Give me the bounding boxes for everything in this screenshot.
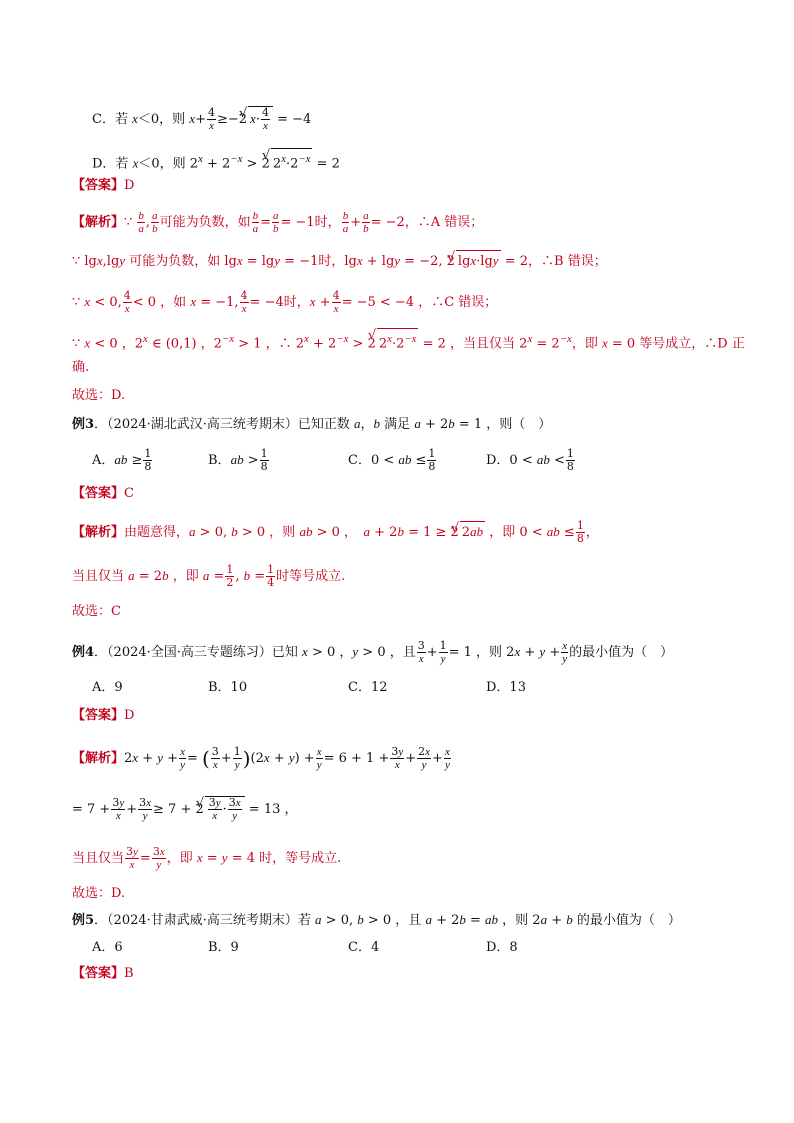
analysis-line-4: ∵ x < 0 ，2$^x$ ∈ (0,1) ，$2^{-x} > 1$ ，∴ $2^x + 2^{-x} > 2√$ $2^x\cdot 2^{-x} = 2$ ，当且仅当 $2^x = 2^{-x}$，即 x = 0 等号成立，∴D 正 bbox=[72, 328, 734, 354]
choose-3: 故选：C bbox=[72, 604, 121, 619]
ex5-option-b: B．9 bbox=[208, 940, 239, 955]
ex3-option-a: A．ab ≥ $\frac{1}{8}$ bbox=[92, 447, 152, 473]
example-4-question: 例4．（2024·全国·高三专题练习）已知 x > 0 ，y > 0 ，且 $\frac{3}{x}$ + $\frac{1}{y}$ = 1 ，则 2x + y + $\frac{x}{y}$ 的最小值为（ ） bbox=[72, 639, 674, 665]
example-3-question: 例3．（2024·湖北武汉·高三统考期末）已知正数 a，b 满足 a + 2b = 1 ，则（ ） bbox=[72, 416, 552, 432]
ex5-option-c: C．4 bbox=[348, 940, 380, 955]
example-3-options bbox=[72, 448, 734, 474]
analysis-line-2: ∵ lgx,lgy 可能为负数，如 lgx = lgy = −1时，lgx + lgy = −2, 2√ lgx·lgy = 2，∴B 错误； bbox=[72, 250, 734, 272]
analysis-4-line-2: = 7 + $\frac{3y}{x}$ + $\frac{3x}{y}$ ≥ 7 + 2 √ $\frac{3y}{x}$ · $\frac{3x}{y}$ = 13 ， bbox=[72, 796, 734, 822]
ex3-option-b: B．ab > $\frac{1}{8}$ bbox=[208, 447, 268, 473]
example-4-options bbox=[72, 678, 734, 700]
choose-1: 故选：D. bbox=[72, 388, 126, 403]
analysis-3-line-2: 当且仅当 a = 2b ，即 a = $\frac{1}{2}$ , b = $\frac{1}{4}$ 时等号成立. bbox=[72, 563, 346, 589]
example-5-options bbox=[72, 938, 734, 960]
analysis-4-line-3: 当且仅当 $\frac{3y}{x}$ = $\frac{3x}{y}$ ，即 x = y = 4 时，等号成立. bbox=[72, 845, 342, 871]
option-d-line: D．若 x＜0，则 $2^x + 2^{-x} > 2√$ $2^x\cdot 2^{-x} = 2$ bbox=[92, 148, 734, 174]
ex4-option-c: C．12 bbox=[348, 680, 388, 695]
example-5-question: 例5．（2024·甘肃武威·高三统考期末）若 a > 0, b > 0 ，且 a + 2b = ab ，则 2a + b 的最小值为（ ） bbox=[72, 912, 681, 928]
analysis-tag: 【解析】 bbox=[72, 215, 125, 230]
ex4-option-a: A．9 bbox=[92, 680, 123, 695]
ex4-option-b: B．10 bbox=[208, 680, 248, 695]
ex4-option-d: D．13 bbox=[486, 680, 526, 695]
analysis-3-line-1: 【解析】由题意得，a > 0, b > 0 ，则 ab > 0 ， a + 2b = 1 ≥ 2√ 2ab ，即 0 < ab ≤ $\frac{1}{8}$ ， bbox=[72, 520, 734, 545]
answer-5: 【答案】B bbox=[72, 966, 134, 981]
choose-4: 故选：D. bbox=[72, 886, 126, 901]
answer-tag: 【答案】 bbox=[72, 178, 125, 193]
analysis-line-3: ∵ x < 0, $\frac{4}{x}$ < 0 ，如 x = −1, $\frac{4}{x}$ = −4时，x + $\frac{4}{x}$ = −5 < −4 ，∴C 错误； bbox=[72, 289, 498, 315]
ex5-option-a: A．6 bbox=[92, 940, 123, 955]
analysis-line-1: 【解析】∵ $\frac{b}{a}$ , $\frac{a}{b}$ 可能为负数，如 $\frac{b}{a}$ = $\frac{a}{b}$ = −1时， $\frac{b}{a}$ + $\frac{a}{b}$ = −2，∴A 错误； bbox=[72, 210, 484, 235]
answer-4: 【答案】D bbox=[72, 708, 135, 723]
ex3-option-c: C．0 < ab ≤ $\frac{1}{8}$ bbox=[348, 447, 436, 473]
analysis-line-4b: 确. bbox=[72, 360, 90, 375]
option-c-line: C．若 x＜0，则 x+ $\frac{4}{x}$ ≥−2√ x· $\frac{4}{x}$ = −4 bbox=[92, 106, 734, 132]
ex3-option-d: D．0 < ab < $\frac{1}{8}$ bbox=[486, 447, 574, 473]
ex5-option-d: D．8 bbox=[486, 940, 518, 955]
answer-1 bbox=[72, 176, 734, 196]
answer-3: 【答案】C bbox=[72, 486, 134, 501]
answer-value: D bbox=[124, 178, 135, 193]
analysis-4-line-1: 【解析】2x + y + $\frac{x}{y}$ = ( $\frac{3}{x}$ + $\frac{1}{y}$ )(2x + y) + $\frac{x}{y}$ = 6 + 1 + $\frac{3y}{x}$ + $\frac{2x}{y}$ + $\frac{x}{y}$ bbox=[72, 745, 450, 771]
